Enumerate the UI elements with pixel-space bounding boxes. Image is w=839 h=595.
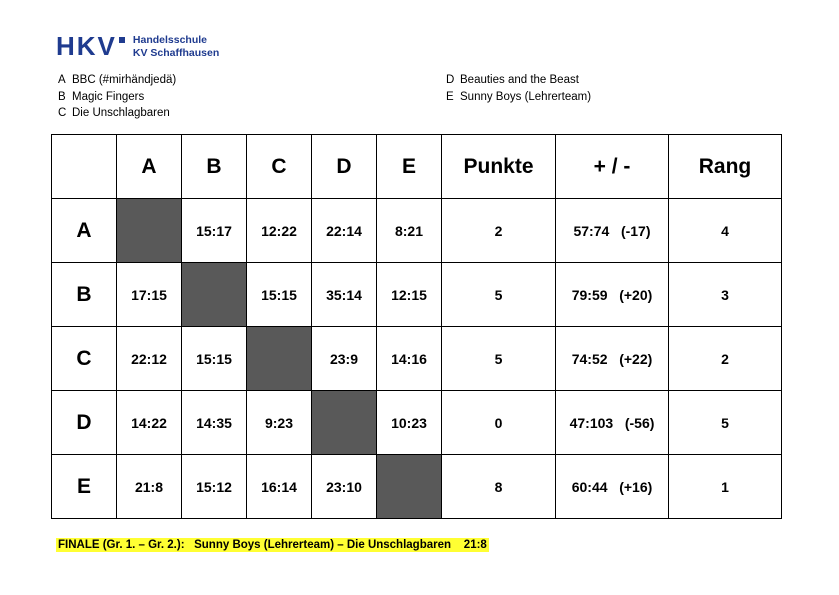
score-cell: 9:23	[247, 391, 312, 455]
table-row	[52, 391, 782, 455]
diff-cell: 74:52 (+22)	[556, 327, 669, 391]
score-cell: 14:35	[182, 391, 247, 455]
score-cell: 16:14	[247, 455, 312, 519]
score-cell: 23:9	[312, 327, 377, 391]
diff-cell: 47:103 (-56)	[556, 391, 669, 455]
rang-cell: 2	[669, 327, 782, 391]
rang-cell: 1	[669, 455, 782, 519]
score-cell: 8:21	[377, 199, 442, 263]
school-logo	[56, 33, 219, 59]
punkte-cell: 5	[442, 263, 556, 327]
corner-cell	[52, 135, 117, 199]
score-cell: 23:10	[312, 455, 377, 519]
logo-square-icon	[119, 37, 125, 43]
row-header: B	[52, 263, 117, 327]
punkte-cell: 2	[442, 199, 556, 263]
score-cell: 12:15	[377, 263, 442, 327]
score-cell: 15:17	[182, 199, 247, 263]
team-entry: D Beauties and the Beast	[446, 74, 579, 86]
table-row	[52, 199, 782, 263]
diff-cell: 57:74 (-17)	[556, 199, 669, 263]
score-cell: 22:14	[312, 199, 377, 263]
punkte-cell: 8	[442, 455, 556, 519]
team-entry: C Die Unschlagbaren	[58, 107, 170, 119]
col-header: A	[117, 135, 182, 199]
score-cell: 14:16	[377, 327, 442, 391]
rang-cell: 4	[669, 199, 782, 263]
score-cell: 17:15	[117, 263, 182, 327]
col-header-diff: + / -	[556, 135, 669, 199]
row-header: E	[52, 455, 117, 519]
col-header: C	[247, 135, 312, 199]
diagonal-cell	[247, 327, 312, 391]
team-list-left	[58, 72, 176, 122]
row-header: D	[52, 391, 117, 455]
diagonal-cell	[377, 455, 442, 519]
diagonal-cell	[312, 391, 377, 455]
row-header: C	[52, 327, 117, 391]
row-header: A	[52, 199, 117, 263]
diff-cell: 79:59 (+20)	[556, 263, 669, 327]
score-cell: 21:8	[117, 455, 182, 519]
logo-mark: HKV	[56, 31, 117, 61]
team-entry: B Magic Fingers	[58, 90, 145, 103]
punkte-cell: 0	[442, 391, 556, 455]
score-cell: 10:23	[377, 391, 442, 455]
score-cell: 22:12	[117, 327, 182, 391]
score-cell: 15:12	[182, 455, 247, 519]
diff-cell: 60:44 (+16)	[556, 455, 669, 519]
col-header: D	[312, 135, 377, 199]
rang-cell: 3	[669, 263, 782, 327]
table-row	[52, 327, 782, 391]
rang-cell: 5	[669, 391, 782, 455]
header-row	[52, 135, 782, 199]
col-header-punkte: Punkte	[442, 135, 556, 199]
punkte-cell: 5	[442, 327, 556, 391]
score-cell: 15:15	[182, 327, 247, 391]
col-header: B	[182, 135, 247, 199]
table-row	[52, 455, 782, 519]
team-entry: E Sunny Boys (Lehrerteam)	[446, 90, 592, 103]
finale-result: FINALE (Gr. 1. – Gr. 2.): Sunny Boys (Lehrerteam) – Die Unschlagbaren 21:8	[58, 539, 487, 551]
logo-line-2: KV Schaffhausen	[132, 46, 220, 59]
logo-line-1: Handelsschule	[132, 34, 208, 46]
diagonal-cell	[117, 199, 182, 263]
team-entry: A BBC (#mirhändjedä)	[58, 74, 177, 86]
score-cell: 14:22	[117, 391, 182, 455]
col-header-rang: Rang	[669, 135, 782, 199]
team-list-right	[446, 72, 591, 105]
score-cell: 15:15	[247, 263, 312, 327]
table-row	[52, 263, 782, 327]
logo-subtitle	[133, 34, 219, 59]
results-table	[51, 134, 782, 519]
diagonal-cell	[182, 263, 247, 327]
score-cell: 35:14	[312, 263, 377, 327]
results-table-body	[52, 135, 782, 519]
col-header: E	[377, 135, 442, 199]
score-cell: 12:22	[247, 199, 312, 263]
